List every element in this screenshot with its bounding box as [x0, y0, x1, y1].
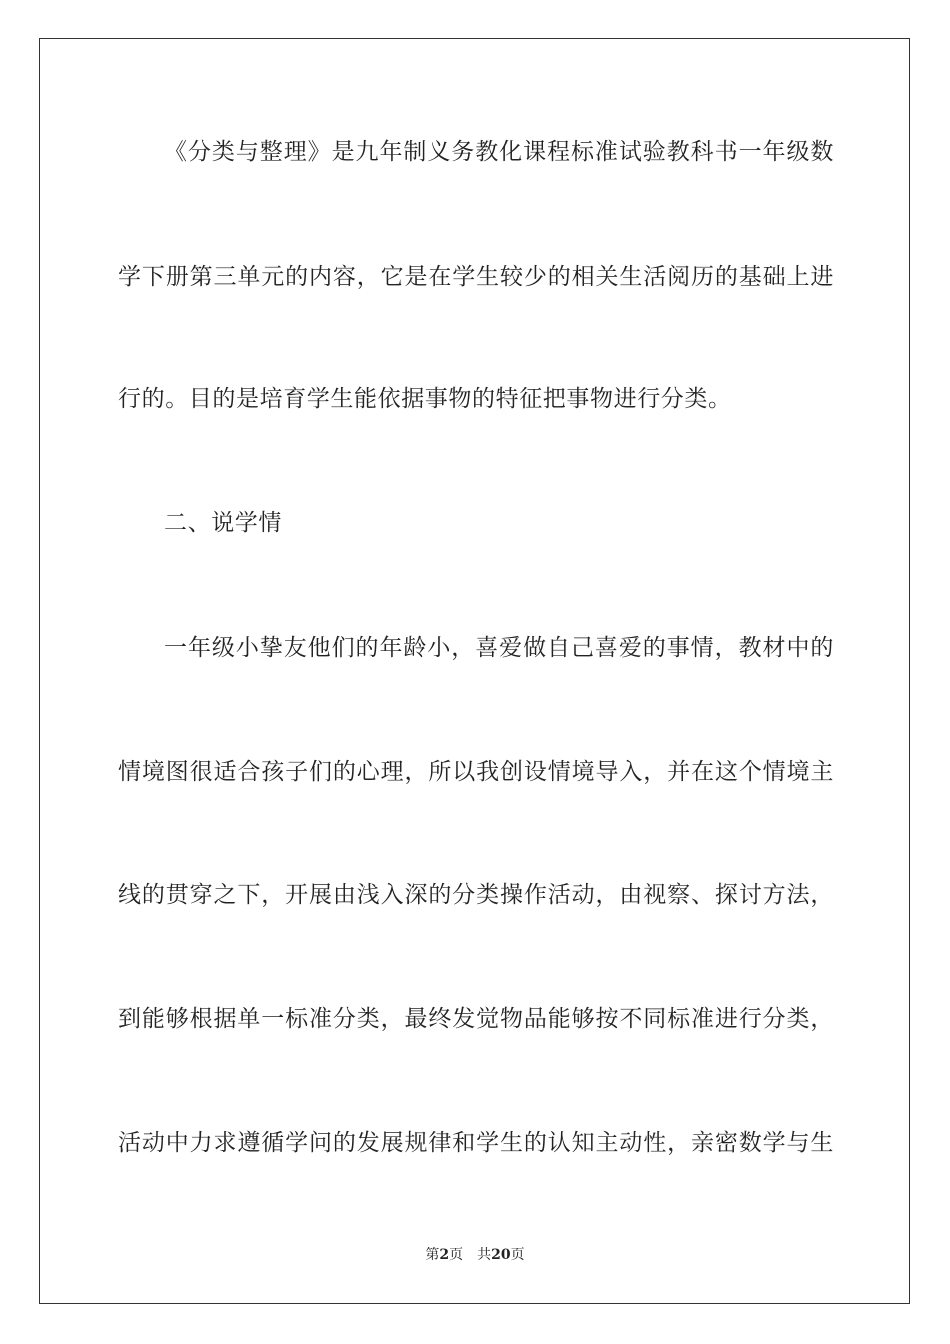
section-heading: 二、说学情: [164, 510, 282, 536]
page-prefix: 第: [425, 1247, 440, 1263]
total-pages: 20: [491, 1247, 511, 1263]
paragraph-2-line-1: 一年级小挚友他们的年龄小，喜爱做自己喜爱的事情，教材中的: [164, 635, 834, 661]
total-suffix: 页: [510, 1247, 525, 1263]
page-border: [39, 38, 910, 1304]
page-suffix: 页: [449, 1247, 464, 1263]
paragraph-2-line-3: 线的贯穿之下，开展由浅入深的分类操作活动，由视察、探讨方法，: [118, 882, 834, 908]
total-prefix: 共: [477, 1247, 492, 1263]
page-footer: [0, 1246, 950, 1264]
paragraph-2-line-5: 活动中力求遵循学问的发展规律和学生的认知主动性，亲密数学与生: [118, 1130, 834, 1156]
paragraph-1-line-2: 学下册第三单元的内容，它是在学生较少的相关生活阅历的基础上进: [118, 264, 834, 290]
paragraph-2-line-2: 情境图很适合孩子们的心理，所以我创设情境导入，并在这个情境主: [118, 759, 834, 785]
page-number: 2: [439, 1247, 450, 1263]
paragraph-1-line-1: 《分类与整理》是九年制义务教化课程标准试验教科书一年级数: [164, 139, 834, 165]
paragraph-2-line-4: 到能够根据单一标准分类，最终发觉物品能够按不同标准进行分类，: [118, 1006, 834, 1032]
paragraph-1-line-3: 行的。目的是培育学生能依据事物的特征把事物进行分类。: [118, 386, 732, 412]
